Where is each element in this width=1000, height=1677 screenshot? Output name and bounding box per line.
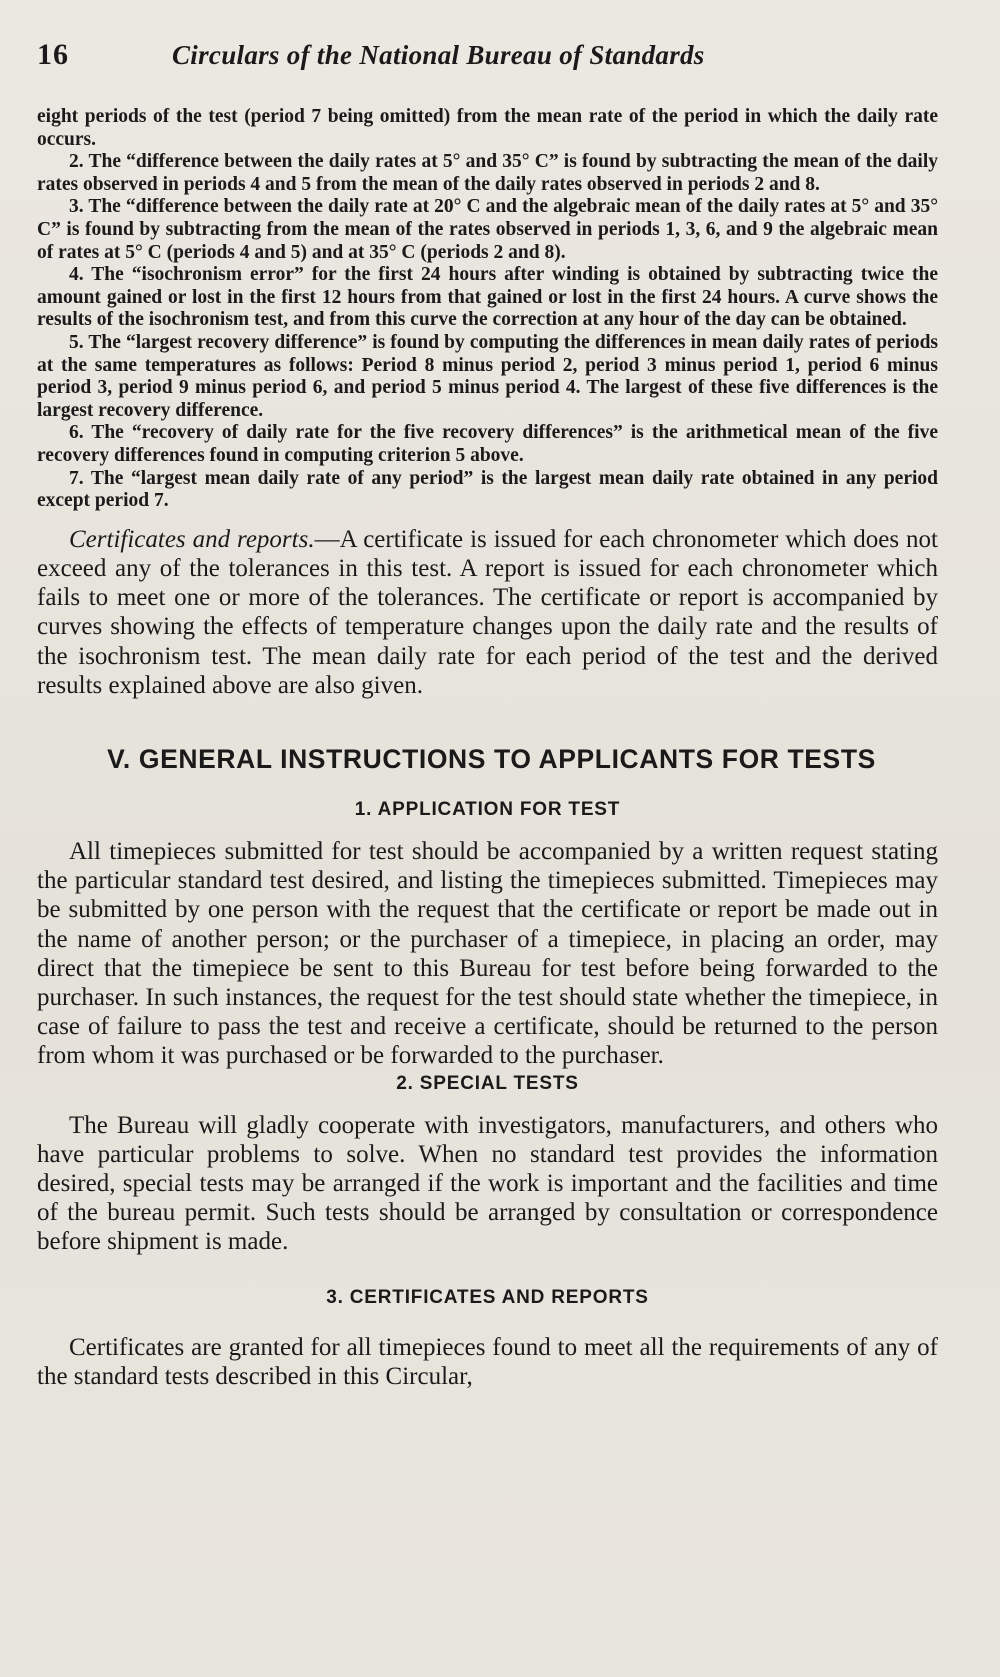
page-number: 16: [37, 38, 69, 71]
criterion-2: 2. The “difference between the daily rates at 5° and 35° C” is found by subtracting the mean of the daily rates observed in periods 4 and 5 from the mean of the daily rates observed in periods 2 and 8.: [37, 151, 938, 195]
criteria-list: [37, 106, 938, 513]
running-title: Circulars of the National Bureau of Standards: [172, 40, 705, 70]
page-header: [37, 38, 938, 90]
criterion-6: 6. The “recovery of daily rate for the five recovery differences” is the arithmetical mean of the five recovery differences found in computing criterion 5 above.: [37, 422, 938, 466]
criterion-3: 3. The “difference between the daily rate at 20° C and the algebraic mean of the daily rates at 5° and 35° C” is found by subtracting from the mean of the rates observed in periods 1, 3, 6, and 9 the algebraic mean of rates at 5° C (periods 4 and 5) and at 35° C (periods 2 and 8).: [37, 196, 938, 263]
criterion-1-continuation: eight periods of the test (period 7 being omitted) from the mean rate of the period in which the daily rate occurs.: [37, 106, 938, 150]
certificates-lead-in: Certificates and reports.: [69, 525, 315, 553]
section-heading: V. GENERAL INSTRUCTIONS TO APPLICANTS FOR TESTS: [107, 743, 876, 774]
criterion-4: 4. The “isochronism error” for the first 24 hours after winding is obtained by subtracting twice the amount gained or lost in the first 12 hours from that gained or lost in the first 24 hours. A curve shows the results of the isochronism test, and from this curve the correction at any hour of the day can be obtained.: [37, 264, 938, 331]
subsection-heading-application: 1. APPLICATION FOR TEST: [354, 798, 621, 820]
special-tests-paragraph: The Bureau will gladly cooperate with investigators, manufacturers, and others who have particular problems to solve. When no standard test provides the information desired, special tests may be arranged if the work is important and the facilities and time of the bureau permit. Such tests should be arranged by consultation or correspondence before shipment is made.: [37, 1111, 938, 1256]
application-paragraph: All timepieces submitted for test should be accompanied by a written request stating the particular standard test desired, and listing the timepieces submitted. Timepieces may be submitted by one person with the request that the certificate or report be made out in the name of another person; or the purchaser of a timepiece, in placing an order, may direct that the timepiece be sent to this Bureau for test before being forwarded to the purchaser. In such instances, the request for the test should state whether the timepiece, in case of failure to pass the test and receive a certificate, should be returned to the person from whom it was purchased or be forwarded to the purchaser.: [37, 837, 938, 1070]
subsection-heading-certificates: 3. CERTIFICATES AND REPORTS: [326, 1286, 649, 1308]
subsection-heading-special-tests: 2. SPECIAL TESTS: [396, 1072, 579, 1094]
certificates-paragraph: [37, 525, 938, 700]
criterion-7: 7. The “largest mean daily rate of any period” is the largest mean daily rate obtained in any period except period 7.: [37, 467, 938, 512]
certificates-reports-paragraph: Certificates are granted for all timepieces found to meet all the requirements of any of the standard tests described in this Circular,: [37, 1333, 938, 1390]
certificates-text: —A certificate is issued for each chronometer which does not exceed any of the tolerances in this test. A report is issued for each chronometer which fails to meet one or more of the tolerances. The certificate or report is accompanied by curves showing the effects of temperature changes upon the daily rate and the results of the isochronism test. The mean daily rate for each period of the test and the derived results explained above are also given.: [37, 525, 938, 699]
criterion-5: 5. The “largest recovery difference” is found by computing the differences in mean daily rates of periods at the same temperatures as follows: Period 8 minus period 2, period 3 minus period 1, period 6 minus period 3, period 9 minus period 6, and period 5 minus period 4. The largest of these five differences is the largest recovery difference.: [37, 331, 938, 421]
